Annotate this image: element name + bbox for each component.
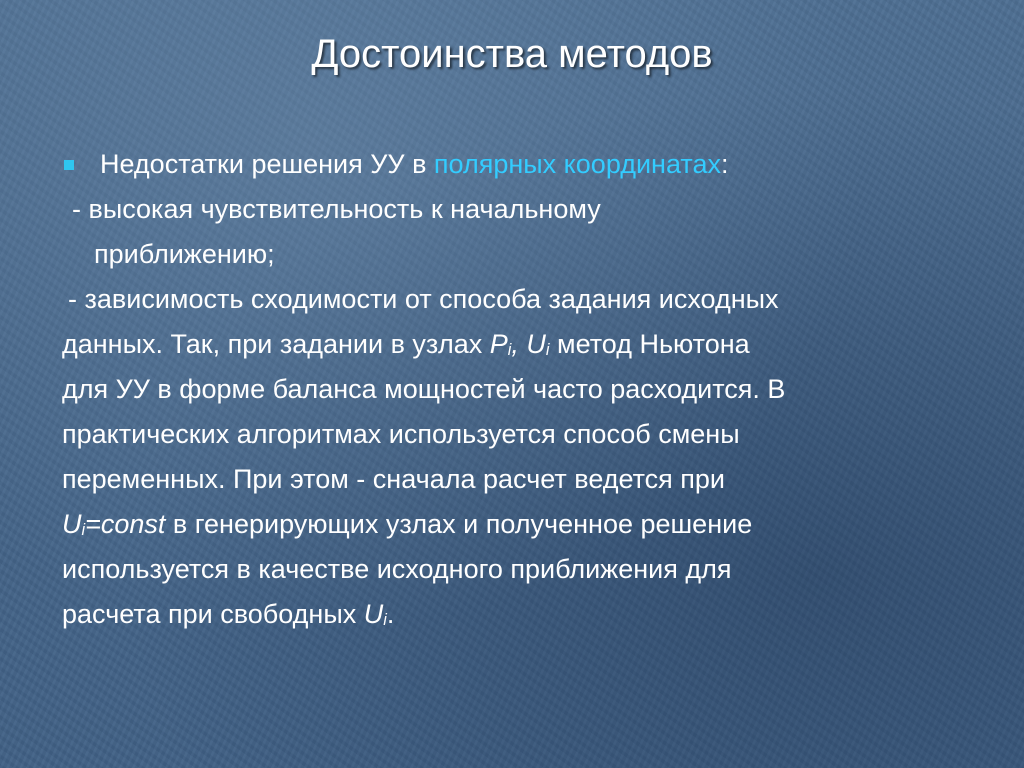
slide-content xyxy=(62,142,972,637)
text-line-practical: практических алгоритмах используется способ смены xyxy=(62,419,740,449)
text-nodes-a: данных. Так, при задании в узлах xyxy=(62,329,490,359)
symbol-ui-index: i xyxy=(81,521,86,539)
paragraph-convergence xyxy=(62,277,972,322)
square-bullet-icon xyxy=(64,160,74,170)
highlight-polar-coordinates: полярных координатах xyxy=(433,149,721,179)
symbol-u-letter: U xyxy=(526,329,546,359)
text-line-const xyxy=(62,502,972,547)
text-const-b: в генерирующих узлах и полученное решение xyxy=(165,509,753,539)
bullet-text-prefix: Недостатки решения УУ в xyxy=(100,149,434,179)
symbol-p xyxy=(490,329,550,359)
text-line-convergence: - зависимость сходимости от способа задания исходных xyxy=(68,284,779,314)
text-line-nodes xyxy=(62,322,972,367)
text-nodes-b: метод Ньютона xyxy=(549,329,750,359)
text-line-free xyxy=(62,592,972,637)
paragraph-body xyxy=(62,322,972,637)
bullet-text-suffix: : xyxy=(720,149,729,179)
text-line-sensitivity: - высокая чувствительность к начальному xyxy=(72,194,601,224)
symbol-ui-free xyxy=(364,599,387,629)
symbol-p-index: i xyxy=(507,341,512,359)
text-line-balance: для УУ в форме баланса мощностей часто расходится. В xyxy=(62,374,786,404)
symbol-ui-letter: U xyxy=(62,509,82,539)
symbol-free-index: i xyxy=(383,611,387,629)
symbol-p-letter: P xyxy=(489,329,508,359)
text-line-variables: переменных. При этом - сначала расчет ведется при xyxy=(62,464,726,494)
bullet-item xyxy=(62,142,972,187)
symbol-const: =const xyxy=(85,509,166,539)
symbol-u-index: i xyxy=(545,341,550,359)
text-line-approximation: приближению; xyxy=(94,239,275,269)
slide-title: Достоинства методов xyxy=(311,32,713,76)
text-line-initial: используется в качестве исходного приближения для xyxy=(62,554,732,584)
symbol-free-letter: U xyxy=(363,599,384,629)
symbol-separator: , xyxy=(511,329,527,359)
text-free-a: расчета при свободных xyxy=(62,599,364,629)
symbol-ui-const xyxy=(62,509,165,539)
text-free-end: . xyxy=(386,599,395,629)
